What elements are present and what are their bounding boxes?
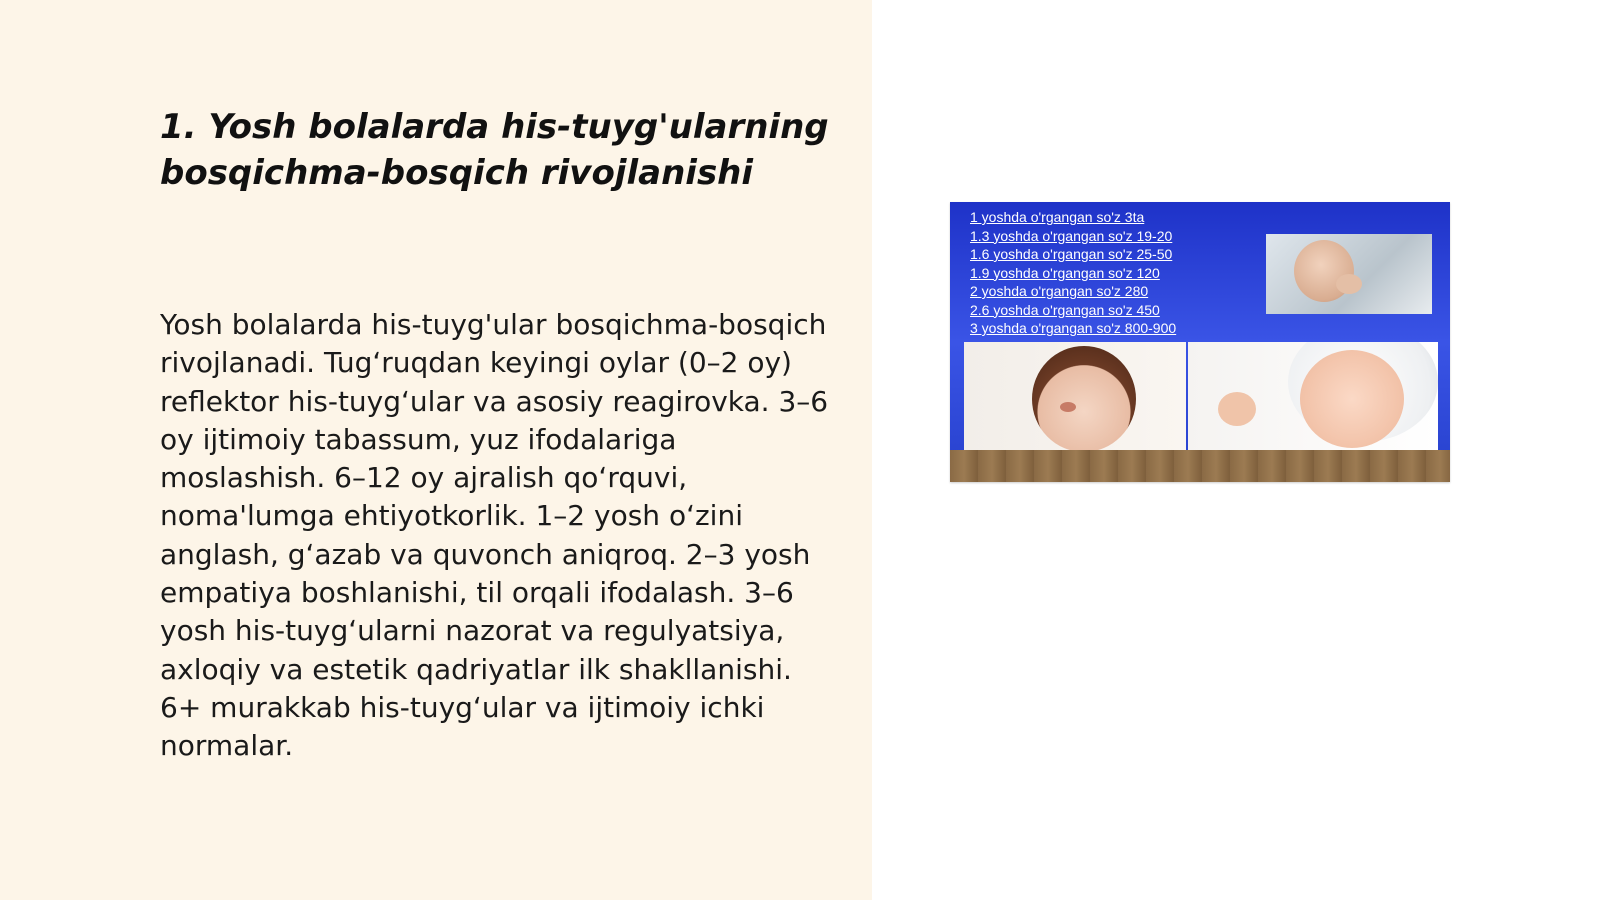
vocabulary-growth-image	[950, 202, 1450, 482]
wooden-floor	[950, 450, 1450, 482]
word-count-item: 1.3 yoshda o'rgangan so'z 19-20	[970, 227, 1173, 244]
slide-body-text: Yosh bolalarda his-tuyg'ular bosqichma-bosqich rivojlanadi. Tugʻruqdan keyingi oylar (0–2 oy) reflektor his-tuygʻular va asosiy reagirovka. 3–6 oy ijtimoiy tabassum, yuz ifodalariga moslashish. 6–12 oy ajralish qoʻrquvi, noma'lumga ehtiyotkorlik. 1–2 yosh oʻzini anglash, gʻazab va quvonch aniqroq. 2–3 yosh empatiya boshlanishi, til orqali ifodalash. 3–6 yosh his-tuygʻularni nazorat va regulyatsiya, axloqiy va estetik qadriyatlar ilk shakllanishi. 6+ murakkab his-tuygʻular va ijtimoiy ichki normalar.	[160, 308, 829, 763]
baby-photo-right	[1188, 342, 1438, 450]
word-count-item: 1 yoshda o'rgangan so'z 3ta	[970, 209, 1145, 225]
word-count-item: 2.6 yoshda o'rgangan so'z 450	[970, 301, 1160, 318]
word-count-item: 2 yoshda o'rgangan so'z 280	[970, 283, 1149, 299]
baby-photo-top	[1266, 234, 1432, 314]
word-count-item: 1.6 yoshda o'rgangan so'z 25-50	[970, 246, 1173, 262]
word-count-item: 3 yoshda o'rgangan so'z 800-900	[970, 320, 1177, 336]
slide-title: 1. Yosh bolalarda his-tuyg'ularning bosqichma-bosqich rivojlanishi	[160, 107, 829, 193]
word-count-item: 1.9 yoshda o'rgangan so'z 120	[970, 264, 1160, 281]
word-count-list	[970, 208, 1176, 338]
baby-photo-left	[964, 342, 1186, 450]
